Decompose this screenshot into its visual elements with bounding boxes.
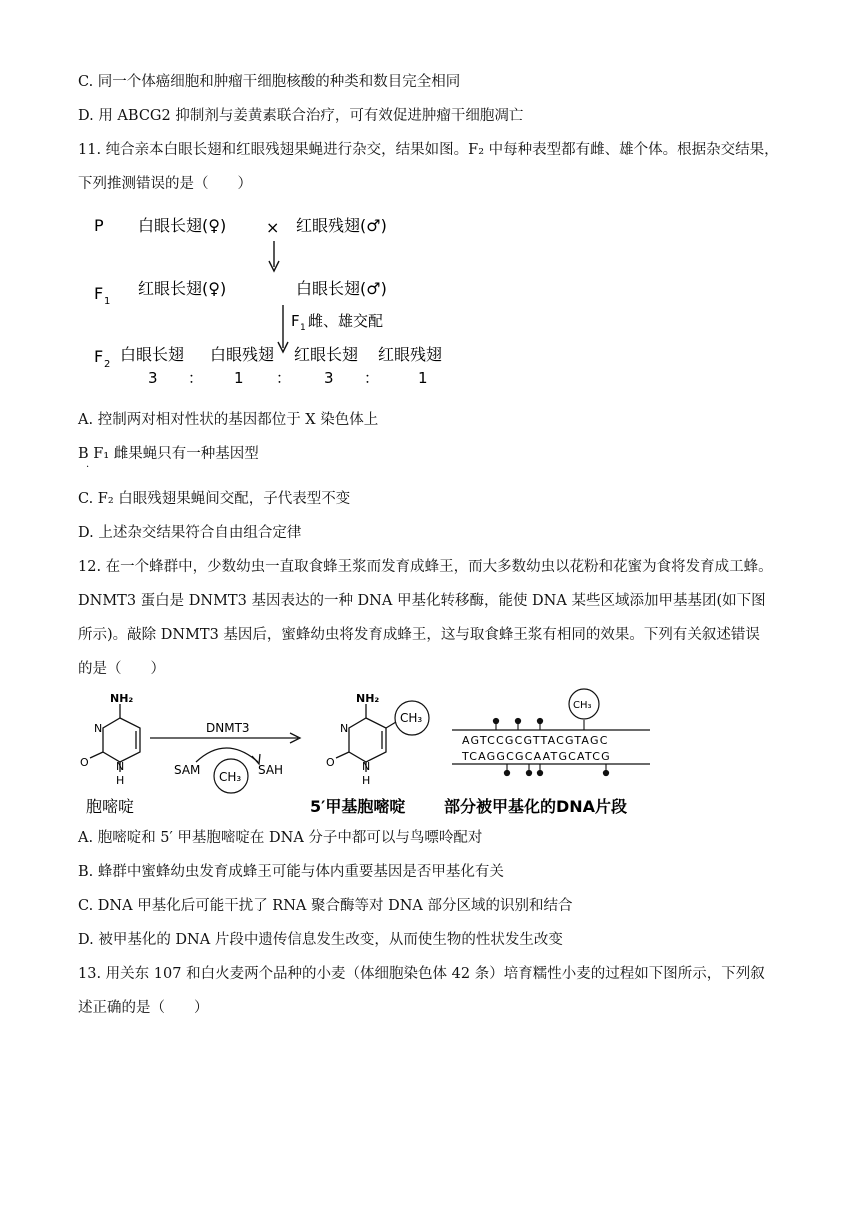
option-12c: C. DNA 甲基化后可能干扰了 RNA 聚合酶等对 DNA 部分区域的识别和结合 xyxy=(78,898,573,914)
o-label: O xyxy=(326,756,335,769)
methyl-markers-bottom xyxy=(504,764,608,776)
ch3-label: CH₃ xyxy=(573,700,592,711)
ratio-value: 3 xyxy=(148,369,158,387)
methyl-markers-top xyxy=(493,718,584,730)
sah-label: SAH xyxy=(258,763,284,777)
f2-phenotype: 红眼残翅 xyxy=(378,345,443,364)
f1-mate-text: 雌、雄交配 xyxy=(308,312,384,330)
option-12b: B. 蜂群中蜜蜂幼虫发育成蜂王可能与体内重要基因是否甲基化有关 xyxy=(78,864,504,880)
ratio-colon: ： xyxy=(276,369,292,387)
h-label: H xyxy=(362,774,371,787)
h-label: H xyxy=(116,774,125,787)
caption-cytosine: 胞嘧啶 xyxy=(86,797,135,816)
option-12d: D. 被甲基化的 DNA 片段中遗传信息发生改变，从而使生物的性状发生改变 xyxy=(78,932,563,948)
option-12a: A. 胞嘧啶和 5′ 甲基胞嘧啶在 DNA 分子中都可以与鸟嘌呤配对 xyxy=(78,830,483,846)
option-11a: A. 控制两对相对性状的基因都位于 X 染色体上 xyxy=(78,412,379,428)
caption-dna-fragment: 部分被甲基化的DNA片段 xyxy=(444,797,628,816)
dna-strand-bottom: TCAGGCGCAATGCATCG xyxy=(462,750,611,763)
ratio-value: 3 xyxy=(324,369,334,387)
cross-sign: × xyxy=(266,218,280,237)
cytosine-structure xyxy=(90,704,140,772)
f2-label-sub: 2 xyxy=(104,359,111,370)
f2-phenotype: 白眼长翅 xyxy=(120,345,185,364)
question-12-line2: DNMT3 蛋白是 DNMT3 基因表达的一种 DNA 甲基化转移酶，能使 DNA 某些区域添加甲基基团(如下图 xyxy=(78,593,766,609)
option-11d: D. 上述杂交结果符合自由组合定律 xyxy=(78,525,302,541)
ratio-colon: ： xyxy=(188,369,204,387)
n-label: N xyxy=(340,722,349,735)
f1-mate-f: F xyxy=(291,312,300,330)
nh2-label: NH₂ xyxy=(110,692,134,705)
f1-label: F xyxy=(94,284,104,303)
f1-mate-sub: 1 xyxy=(300,323,306,333)
option-10d: D. 用 ABCG2 抑制剂与姜黄素联合治疗，可有效促进肿瘤干细胞凋亡 xyxy=(78,108,524,124)
methylation-diagram xyxy=(78,686,658,818)
f1-male: 白眼长翅(♂) xyxy=(296,279,387,298)
question-12-line3: 所示)。敲除 DNMT3 基因后，蜜蜂幼虫将发育成蜂王，这与取食蜂王浆有相同的效果。下列有关叙述错误 xyxy=(78,627,760,643)
p-label: P xyxy=(94,216,104,235)
f2-phenotype: 白眼残翅 xyxy=(210,345,275,364)
ch3-label: CH₃ xyxy=(400,711,423,725)
enzyme-label: DNMT3 xyxy=(206,721,250,735)
option-10c: C. 同一个体癌细胞和肿瘤干细胞核酸的种类和数目完全相同 xyxy=(78,74,461,90)
question-13-line1: 13. 用关东 107 和白火麦两个品种的小麦（体细胞染色体 42 条）培育糯性小麦的过程如下图所示，下列叙 xyxy=(78,966,765,982)
option-11c: C. F₂ 白眼残翅果蝇间交配，子代表型不变 xyxy=(78,491,351,507)
question-11-line1: 11. 纯合亲本白眼长翅和红眼残翅果蝇进行杂交，结果如图。F₂ 中每种表型都有雌、雄个体。根据杂交结果， xyxy=(78,142,779,158)
sam-label: SAM xyxy=(174,763,201,777)
f1-female: 红眼长翅(♀) xyxy=(138,279,227,298)
n-label: N xyxy=(116,760,125,773)
caption-methylcytosine: 5′甲基胞嘧啶 xyxy=(310,797,406,816)
p-male: 红眼残翅(♂) xyxy=(296,216,387,235)
option-11b: B F₁ 雌果蝇只有一种基因型 xyxy=(78,446,259,462)
nh2-label: NH₂ xyxy=(356,692,380,705)
o-label: O xyxy=(80,756,89,769)
p-female: 白眼长翅(♀) xyxy=(138,216,227,235)
n-label: N xyxy=(362,760,371,773)
question-13-line2: 述正确的是（ ） xyxy=(78,1000,209,1016)
question-12-line1: 12. 在一个蜂群中，少数幼虫一直取食蜂王浆而发育成蜂王，而大多数幼虫以花粉和花蜜为食将发育成工蜂。 xyxy=(78,559,773,575)
question-11-line2: 下列推测错误的是（ ） xyxy=(78,176,252,192)
ratio-value: 1 xyxy=(234,369,244,387)
ratio-value: 1 xyxy=(418,369,428,387)
f2-phenotype: 红眼长翅 xyxy=(294,345,359,364)
dna-strand-top: AGTCCGCGTTACGTAGC xyxy=(462,734,609,747)
ch3-label: CH₃ xyxy=(219,770,242,784)
n-label: N xyxy=(94,722,103,735)
question-12-line4: 的是（ ） xyxy=(78,661,165,677)
f1-label-sub: 1 xyxy=(104,296,111,307)
f2-label: F xyxy=(94,347,104,366)
cross-diagram xyxy=(86,205,466,390)
ratio-colon: ： xyxy=(364,369,380,387)
dot-mark: · xyxy=(86,462,90,473)
